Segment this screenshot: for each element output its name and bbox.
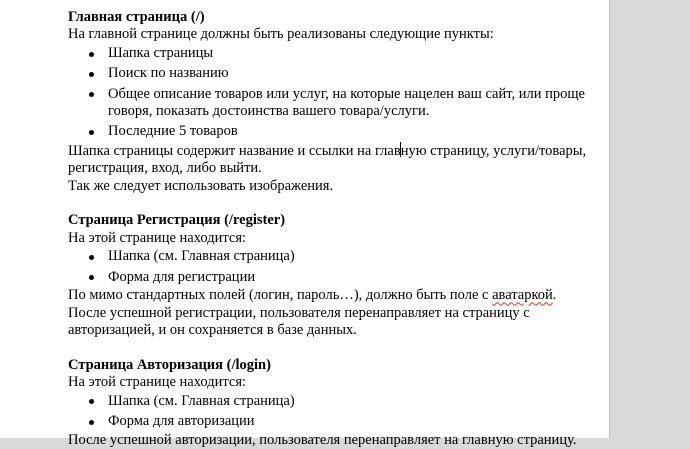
empty-line (68, 339, 588, 356)
section-heading-home: Главная страница (/) (68, 9, 205, 25)
paragraph: По мимо стандартных полей (логин, пароль…), должно быть поле с аватаркой. (68, 287, 557, 304)
section-intro: На главной странице должны быть реализованы следующие пункты: (68, 26, 494, 43)
list-item: Общее описание товаров или услуг, на которые нацелен ваш сайт, или проще говоря, показать достоинства вашего товара/услуги. (68, 84, 588, 122)
section-heading-register: Страница Регистрация (/register) (68, 212, 286, 229)
bullet-list (68, 247, 588, 288)
bullet-icon (89, 255, 94, 260)
bullet-list (68, 391, 588, 432)
bullet-icon (89, 130, 94, 135)
paragraph: Так же следует использовать изображения. (68, 177, 334, 194)
workspace-background (610, 0, 690, 438)
misspelled-word[interactable]: аватаркой (492, 287, 553, 304)
list-item: Шапка страницы (68, 44, 588, 64)
paragraph: Шапка страницы содержит название и ссылки на главную страницу, услуги/товары, (68, 143, 587, 160)
paragraph: После успешной регистрации, пользователя перенаправляет на страницу с (68, 304, 530, 321)
list-item: Шапка (см. Главная страница) (68, 247, 588, 267)
paragraph: регистрация, вход, либо выйти. (68, 160, 262, 177)
empty-line (68, 195, 588, 212)
list-item: Поиск по названию (68, 64, 588, 84)
bullet-icon (89, 92, 94, 97)
bullet-list (68, 44, 588, 142)
list-item: Последние 5 товаров (68, 122, 588, 142)
list-item: Шапка (см. Главная страница) (68, 391, 588, 411)
document-body[interactable] (68, 9, 588, 449)
section-intro: На этой странице находится: (68, 229, 247, 246)
bullet-icon (89, 72, 94, 77)
section-heading-login: Страница Авторизация (/login) (68, 356, 271, 373)
section-intro: На этой странице находится: (68, 373, 247, 390)
bullet-icon (89, 420, 94, 425)
list-item: Форма для регистрации (68, 267, 588, 287)
paragraph: авторизацией, и он сохраняется в базе данных. (68, 322, 357, 339)
bullet-icon (89, 52, 94, 57)
bullet-icon (89, 399, 94, 404)
list-item: Форма для авторизации (68, 412, 588, 432)
paragraph: После успешной авторизации, пользователя перенаправляет на главную страницу. (68, 431, 577, 448)
bullet-icon (89, 275, 94, 280)
